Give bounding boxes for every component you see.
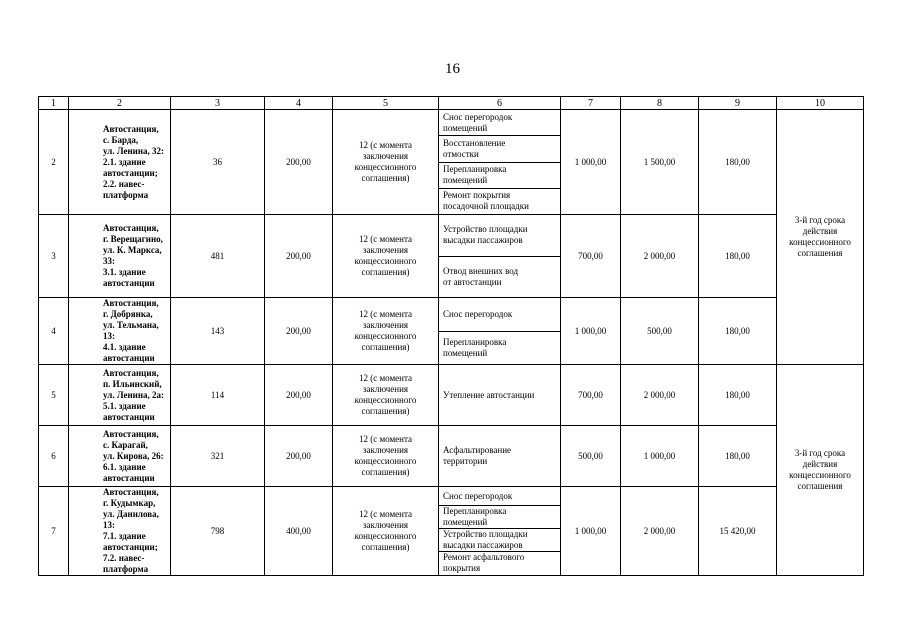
header-cell: 8	[621, 97, 699, 110]
object-line: ул. Ленина, 32:	[103, 145, 165, 156]
term-line: заключения	[362, 245, 409, 255]
col7-value-cell: 1 000,00	[561, 110, 621, 215]
header-cell: 3	[171, 97, 265, 110]
header-cell: 4	[265, 97, 333, 110]
term-line: заключения	[362, 320, 409, 330]
works-list	[439, 299, 560, 364]
work-item	[439, 188, 560, 214]
header-cell: 10	[777, 97, 864, 110]
term-line: 12 (с момента	[358, 373, 413, 383]
deadline-line: действия	[802, 459, 838, 469]
work-item-text: Отвод внешних вод от автостанции	[443, 265, 519, 287]
works-list	[439, 426, 560, 486]
col8-value-cell: 1 500,00	[621, 110, 699, 215]
term-line: заключения	[362, 445, 409, 455]
table-row	[39, 110, 864, 215]
object-line: автостанции	[103, 353, 155, 363]
object-line: п. Ильинский,	[103, 378, 162, 389]
col7-value-cell: 1 000,00	[561, 487, 621, 576]
deadline-cell	[777, 365, 864, 576]
term-line: соглашения)	[361, 267, 410, 277]
term-line: соглашения)	[361, 173, 410, 183]
object-line: автостанции;	[103, 542, 158, 552]
object-line: автостанции	[103, 278, 155, 288]
col7-value-cell: 500,00	[561, 426, 621, 487]
col3-value-cell: 321	[171, 426, 265, 487]
work-item-text: Перепланировка помещений	[443, 506, 507, 527]
deadline-line: соглашения	[797, 248, 843, 258]
works-cell	[439, 426, 561, 487]
works-cell	[439, 365, 561, 426]
col4-value-cell: 400,00	[265, 487, 333, 576]
work-item	[439, 331, 560, 364]
object-line: Автостанция,	[103, 487, 159, 497]
object-line: 7.1. здание	[103, 531, 146, 541]
header-cell: 9	[699, 97, 777, 110]
object-line: платформа	[103, 564, 149, 574]
col9-value-cell: 180,00	[699, 298, 777, 365]
term-line: 12 (с момента	[358, 234, 413, 244]
object-cell	[69, 110, 171, 215]
term-cell	[333, 298, 439, 365]
work-item	[439, 299, 560, 331]
page-number: 16	[445, 61, 460, 77]
deadline-line: концессионного	[789, 237, 851, 247]
work-item	[439, 365, 560, 425]
row-number-cell: 7	[39, 487, 69, 576]
work-item	[439, 215, 560, 256]
col7-value-cell: 1 000,00	[561, 298, 621, 365]
col4-value-cell: 200,00	[265, 215, 333, 298]
col8-value-cell: 500,00	[621, 298, 699, 365]
row-number-cell: 5	[39, 365, 69, 426]
work-item-text: Снос перегородок	[443, 309, 513, 319]
col9-value-cell: 15 420,00	[699, 487, 777, 576]
term-cell	[333, 487, 439, 576]
work-item	[439, 162, 560, 188]
col3-value-cell: 481	[171, 215, 265, 298]
work-item	[439, 135, 560, 161]
object-line: ул. Кирова, 26:	[103, 450, 164, 461]
term-cell	[333, 110, 439, 215]
col8-value-cell: 2 000,00	[621, 487, 699, 576]
object-cell	[69, 298, 171, 365]
col3-value-cell: 114	[171, 365, 265, 426]
table-row	[39, 487, 864, 576]
col9-value-cell: 180,00	[699, 426, 777, 487]
object-line: г. Добрянка,	[103, 309, 153, 319]
works-cell	[439, 487, 561, 576]
term-cell	[333, 426, 439, 487]
header-cell: 6	[439, 97, 561, 110]
term-line: заключения	[362, 151, 409, 161]
col4-value-cell: 200,00	[265, 298, 333, 365]
concession-table	[38, 96, 864, 576]
object-line: 6.1. здание	[103, 461, 146, 472]
term-line: соглашения)	[361, 342, 410, 352]
term-line: концессионного	[354, 162, 417, 172]
works-cell	[439, 298, 561, 365]
term-line: концессионного	[354, 456, 417, 466]
object-cell	[69, 487, 171, 576]
term-cell	[333, 365, 439, 426]
term-line: 12 (с момента	[358, 434, 413, 444]
header-cell: 7	[561, 97, 621, 110]
term-line: 12 (с момента	[358, 509, 413, 519]
table-row	[39, 215, 864, 298]
col7-value-cell: 700,00	[561, 365, 621, 426]
table-row	[39, 365, 864, 426]
works-list	[439, 110, 560, 214]
row-number-cell: 3	[39, 215, 69, 298]
col9-value-cell: 180,00	[699, 215, 777, 298]
term-line: 12 (с момента	[358, 309, 413, 319]
table-row	[39, 426, 864, 487]
object-line: ул. Тельмана, 13:	[103, 320, 159, 341]
works-cell	[439, 215, 561, 298]
col8-value-cell: 2 000,00	[621, 365, 699, 426]
work-item	[439, 426, 560, 486]
work-item-text: Устройство площадки высадки пассажиров	[443, 224, 528, 246]
work-item	[439, 110, 560, 135]
term-cell	[333, 215, 439, 298]
col9-value-cell: 180,00	[699, 110, 777, 215]
work-item-text: Ремонт асфальтового покрытия	[443, 552, 525, 573]
term-line: заключения	[362, 520, 409, 530]
object-line: с. Барда,	[103, 134, 139, 145]
object-cell	[69, 426, 171, 487]
col9-value-cell: 180,00	[699, 365, 777, 426]
col7-value-cell: 700,00	[561, 215, 621, 298]
object-line: Автостанция,	[103, 223, 159, 233]
col8-value-cell: 1 000,00	[621, 426, 699, 487]
term-line: соглашения)	[361, 467, 410, 477]
col4-value-cell: 200,00	[265, 426, 333, 487]
object-line: Автостанция,	[103, 123, 159, 134]
work-item	[439, 551, 560, 574]
col3-value-cell: 36	[171, 110, 265, 215]
object-line: платформа	[103, 189, 149, 200]
deadline-line: соглашения	[797, 481, 843, 491]
row-number-cell: 4	[39, 298, 69, 365]
object-line: с. Карагай,	[103, 439, 148, 450]
work-item-text: Перепланировка помещений	[443, 164, 507, 186]
deadline-line: действия	[802, 226, 838, 236]
object-line: ул. К. Маркса, 33:	[103, 245, 162, 266]
term-line: соглашения)	[361, 406, 410, 416]
works-list	[439, 488, 560, 574]
object-line: 5.1. здание	[103, 400, 146, 411]
col3-value-cell: 143	[171, 298, 265, 365]
header-cell: 1	[39, 97, 69, 110]
object-line: ул. Данилова, 13:	[103, 509, 159, 530]
work-item-text: Утепление автостанции	[443, 389, 535, 400]
deadline-line: 3-й год срока	[794, 448, 846, 458]
object-line: г. Верещагино,	[103, 234, 163, 244]
object-line: Автостанция,	[103, 428, 159, 439]
object-line: г. Кудымкар,	[103, 498, 156, 508]
object-line: автостанции	[103, 472, 155, 483]
work-item-text: Снос перегородок	[443, 491, 513, 501]
object-cell	[69, 215, 171, 298]
object-line: 3.1. здание	[103, 267, 146, 277]
works-list	[439, 365, 560, 425]
col3-value-cell: 798	[171, 487, 265, 576]
object-line: 4.1. здание	[103, 342, 146, 352]
work-item-text: Перепланировка помещений	[443, 336, 507, 358]
term-line: концессионного	[354, 531, 417, 541]
row-number-cell: 2	[39, 110, 69, 215]
work-item-text: Снос перегородок помещений	[443, 111, 513, 133]
term-line: заключения	[362, 384, 409, 394]
work-item	[439, 256, 560, 298]
works-list	[439, 215, 560, 297]
term-line: 12 (с момента	[358, 140, 413, 150]
object-line: Автостанция,	[103, 367, 159, 378]
deadline-line: концессионного	[789, 470, 851, 480]
term-line: концессионного	[354, 331, 417, 341]
work-item-text: Устройство площадки высадки пассажиров	[443, 529, 528, 550]
header-row	[39, 97, 864, 110]
object-line: ул. Ленина, 2а:	[103, 389, 165, 400]
work-item-text: Восстановление отмостки	[443, 137, 506, 159]
deadline-line: 3-й год срока	[794, 215, 846, 225]
object-line: Автостанция,	[103, 298, 159, 308]
term-line: концессионного	[354, 395, 417, 405]
header-cell: 5	[333, 97, 439, 110]
table-row	[39, 298, 864, 365]
term-line: концессионного	[354, 256, 417, 266]
work-item-text: Ремонт покрытия посадочной площадки	[443, 190, 529, 212]
object-cell	[69, 365, 171, 426]
object-line: 2.1. здание	[103, 156, 146, 167]
deadline-cell	[777, 110, 864, 365]
work-item	[439, 528, 560, 551]
object-line: 2.2. навес-	[103, 178, 145, 189]
object-line: автостанции	[103, 411, 155, 422]
work-item	[439, 488, 560, 505]
object-line: 7.2. навес-	[103, 553, 145, 563]
row-number-cell: 6	[39, 426, 69, 487]
header-cell: 2	[69, 97, 171, 110]
work-item	[439, 505, 560, 528]
works-cell	[439, 110, 561, 215]
col8-value-cell: 2 000,00	[621, 215, 699, 298]
col4-value-cell: 200,00	[265, 110, 333, 215]
object-line: автостанции;	[103, 167, 158, 178]
term-line: соглашения)	[361, 542, 410, 552]
col4-value-cell: 200,00	[265, 365, 333, 426]
work-item-text: Асфальтирование территории	[443, 445, 512, 466]
